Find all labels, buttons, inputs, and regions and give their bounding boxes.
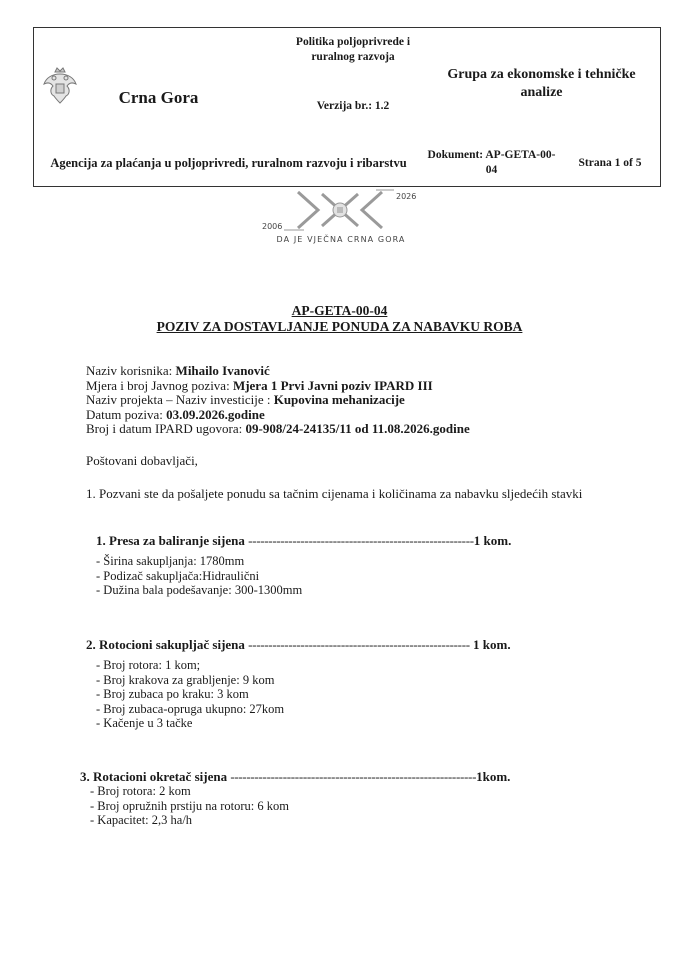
info-row-date	[86, 408, 470, 423]
version-label: Verzija br.: 1.2	[316, 99, 390, 112]
info-value: Kupovina mehanizacije	[273, 392, 405, 407]
item-dashes: -------------------------------------------------------------	[230, 769, 477, 784]
item-spec-list	[96, 554, 302, 598]
agency-cell	[34, 139, 423, 186]
document-code: Dokument: AP-GETA-00-04	[427, 148, 556, 176]
greeting: Poštovani dobavljači,	[86, 453, 198, 468]
spec-line: - Kačenje u 3 tačke	[96, 716, 193, 730]
item-heading	[80, 769, 510, 785]
item-quantity: 1 kom.	[473, 533, 512, 548]
info-value: Mihailo Ivanović	[175, 363, 270, 378]
item-quantity: 1 kom.	[469, 637, 511, 652]
info-label: Datum poziva:	[86, 406, 167, 422]
spec-line: - Broj rotora: 1 kom;	[96, 658, 201, 672]
info-row-measure	[86, 379, 470, 394]
intro-paragraph: 1. Pozvani ste da pošaljete ponudu sa tačnim cijenama i količinama za nabavku sljedećih stavki	[86, 486, 583, 501]
policy-name: Politika poljoprivrede i ruralnog razvoja	[295, 36, 411, 63]
info-row-beneficiary	[86, 364, 470, 379]
item-dashes: --------------------------------------------------------	[248, 533, 474, 548]
spec-line: - Širina sakupljanja: 1780mm	[96, 554, 245, 568]
spec-line: - Dužina bala podešavanje: 300-1300mm	[96, 583, 303, 597]
info-label: Mjera i broj Javnog poziva:	[86, 377, 233, 393]
coat-of-arms-icon	[42, 66, 78, 106]
page-number: Strana 1 of 5	[578, 156, 642, 169]
policy-cell	[283, 28, 423, 72]
item-title: 3. Rotacioni okretač sijena	[80, 769, 228, 784]
info-value: 03.09.2026.godine	[166, 406, 265, 422]
info-block	[86, 364, 470, 437]
item-heading	[86, 637, 511, 653]
spec-line: - Broj krakova za grabljenje: 9 kom	[96, 672, 275, 687]
spec-line: - Podizač sakupljača:Hidraulični	[96, 568, 260, 583]
info-row-project	[86, 393, 470, 408]
group-name: Grupa za ekonomske i tehničke analize	[447, 66, 636, 100]
info-label: Naziv korisnika:	[86, 363, 176, 378]
group-cell	[423, 28, 660, 139]
page-cell	[560, 139, 660, 186]
jubilee-logo	[246, 186, 436, 248]
info-label: Broj i datum IPARD ugovora:	[86, 421, 246, 436]
spec-line: - Broj zubaca po kraku: 3 kom	[96, 687, 249, 701]
document-code-title: AP-GETA-00-04	[291, 303, 388, 318]
item-heading	[96, 533, 511, 549]
header-table	[33, 27, 661, 187]
logo-year-end: 2026	[396, 192, 417, 201]
spec-line: - Broj opružnih prstiju na rotoru: 6 kom	[90, 798, 289, 813]
spec-line: - Broj rotora: 2 kom	[90, 784, 191, 798]
info-label: Naziv projekta – Naziv investicije :	[86, 392, 274, 407]
item-spec-list	[90, 784, 289, 828]
agency-name: Agencija za plaćanja u poljoprivredi, ruralnom razvoju i ribarstvu	[50, 155, 407, 170]
spec-line: - Kapacitet: 2,3 ha/h	[90, 813, 193, 827]
item-spec-list	[96, 658, 284, 731]
info-value: Mjera 1 Prvi Javni poziv IPARD III	[232, 377, 433, 393]
item-title: 2. Rotocioni sakupljač sijena	[86, 637, 245, 652]
spec-line: - Broj zubaca-opruga ukupno: 27kom	[96, 701, 285, 716]
logo-slogan: DA JE VJEČNA CRNA GORA	[276, 235, 406, 244]
document-main-title: POZIV ZA DOSTAVLJANJE PONUDA ZA NABAVKU ROBA	[156, 319, 523, 334]
item-quantity: 1kom.	[476, 769, 511, 784]
info-value: 09-908/24-24135/11 od 11.08.2026.godine	[245, 421, 470, 436]
item-title: 1. Presa za baliranje sijena	[96, 533, 245, 548]
country-name: Crna Gora	[118, 87, 199, 107]
item-dashes: -------------------------------------------------------	[248, 637, 470, 652]
document-cell	[423, 139, 560, 186]
version-cell	[283, 72, 423, 139]
logo-year-start: 2006	[262, 222, 283, 231]
info-row-contract	[86, 422, 470, 437]
